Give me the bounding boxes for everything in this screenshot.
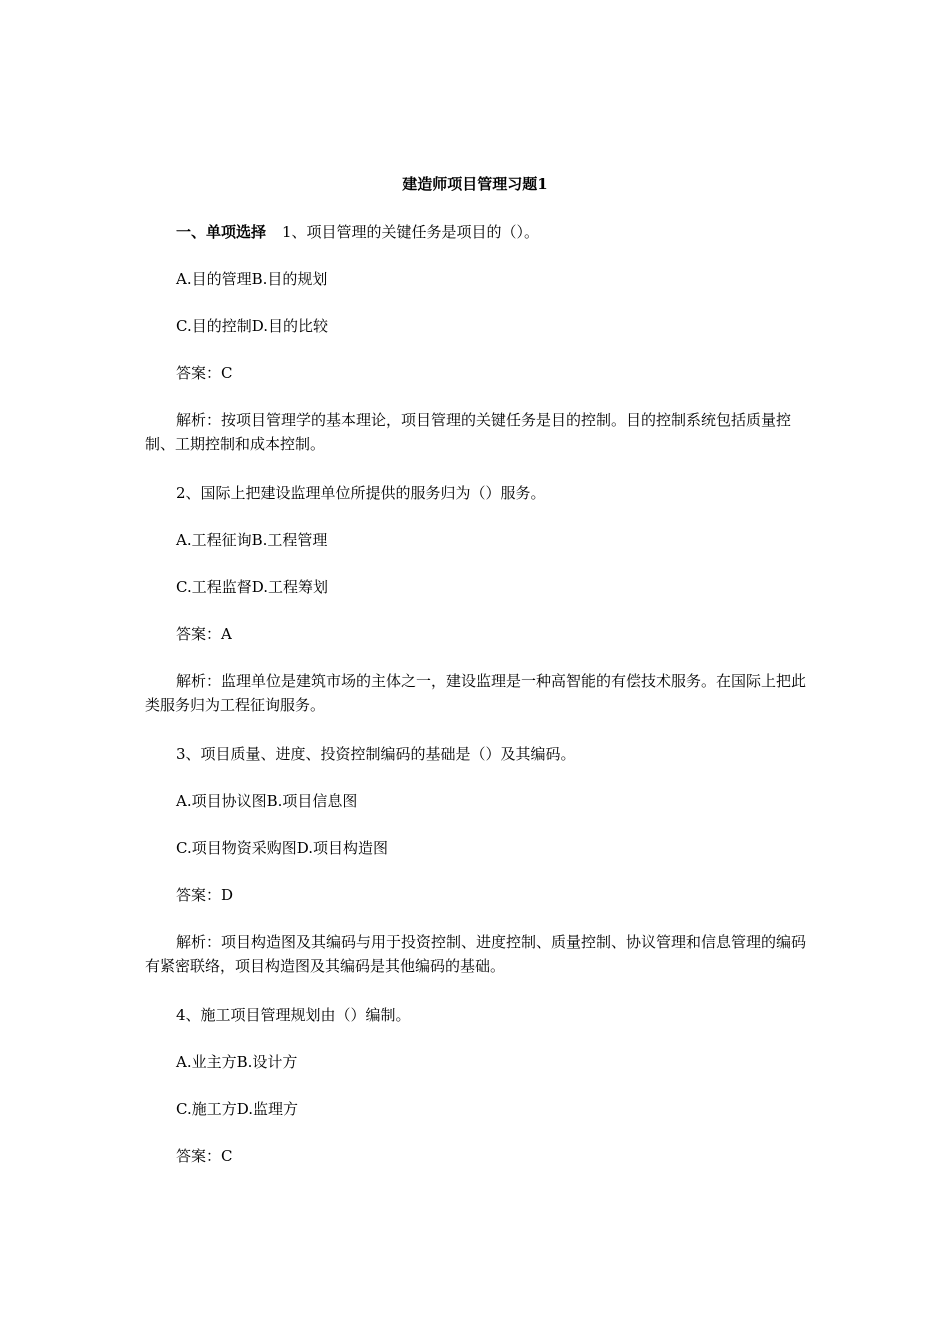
- section-heading: 一、单项选择: [176, 223, 267, 241]
- question-2-options-cd: C.工程监督D.工程筹划: [176, 578, 328, 596]
- question-2-analysis-line1: 解析：监理单位是建筑市场的主体之一，建设监理是一种高智能的有偿技术服务。在国际: [176, 672, 762, 690]
- question-2-answer: 答案：A: [176, 625, 232, 643]
- question-1-stem: 1、项目管理的关键任务是项目的（）。: [282, 223, 540, 241]
- question-4-options-cd: C.施工方D.监理方: [176, 1100, 298, 1118]
- question-2-analysis-line2: 上把此类服务归为工程征询服务。: [145, 672, 807, 714]
- question-3-stem: 3、项目质量、进度、投资控制编码的基础是（）及其编码。: [176, 745, 576, 763]
- question-3-analysis: [145, 930, 810, 978]
- question-1-analysis-line2: 量控制、工期控制和成本控制。: [145, 411, 792, 453]
- question-2-options-ab: A.工程征询B.工程管理: [176, 531, 328, 549]
- question-2-analysis: [145, 669, 810, 717]
- question-1-options-cd: C.目的控制D.目的比较: [176, 317, 328, 335]
- question-3-analysis-line1: 解析：项目构造图及其编码与用于投资控制、进度控制、质量控制、协议管理和信息管理: [176, 933, 762, 951]
- question-1-analysis: [145, 408, 810, 456]
- question-4-answer: 答案：C: [176, 1147, 233, 1165]
- question-1-analysis-line1: 解析：按项目管理学的基本理论，项目管理的关键任务是目的控制。目的控制系统包括质: [176, 411, 762, 429]
- question-3-options-cd: C.项目物资采购图D.项目构造图: [176, 839, 388, 857]
- question-1-answer: 答案：C: [176, 364, 233, 382]
- question-4-options-ab: A.业主方B.设计方: [176, 1053, 298, 1071]
- question-3-answer: 答案：D: [176, 886, 234, 904]
- question-3-analysis-line2: 的编码有紧密联络，项目构造图及其编码是其他编码的基础。: [145, 933, 807, 975]
- question-3-options-ab: A.项目协议图B.项目信息图: [176, 792, 358, 810]
- question-1-line: [176, 222, 539, 242]
- document-title: 建造师项目管理习题1: [402, 175, 548, 193]
- question-4-stem: 4、施工项目管理规划由（）编制。: [176, 1006, 411, 1024]
- question-1-options-ab: A.目的管理B.目的规划: [176, 270, 328, 288]
- question-2-stem: 2、国际上把建设监理单位所提供的服务归为（）服务。: [176, 484, 546, 502]
